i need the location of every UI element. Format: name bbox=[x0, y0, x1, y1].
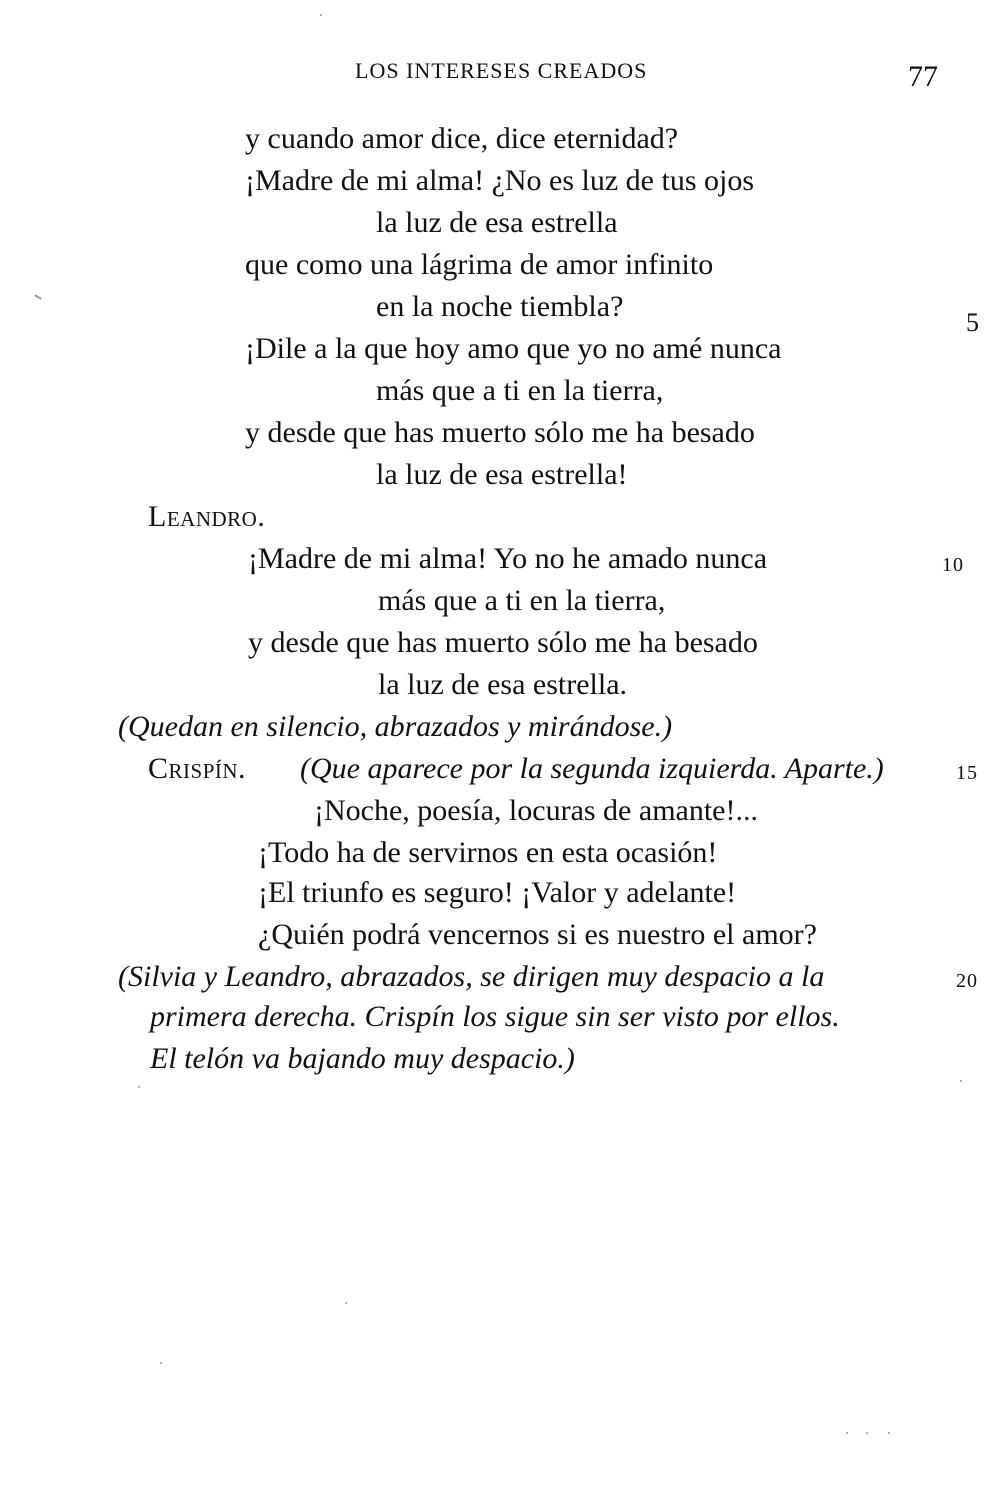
verse-line: ¡El triunfo es seguro! ¡Valor y adelante! bbox=[258, 876, 737, 909]
stage-direction: (Quedan en silencio, abrazados y mirándose.) bbox=[118, 710, 673, 743]
verse-line: ¿Quién podrá vencernos si es nuestro el amor? bbox=[258, 918, 817, 951]
verse-line: más que a ti en la tierra, bbox=[378, 584, 666, 617]
scan-speck bbox=[960, 1080, 962, 1082]
verse-line: la luz de esa estrella. bbox=[378, 668, 628, 701]
verse-line: ¡Todo ha de servirnos en esta ocasión! bbox=[258, 836, 718, 869]
line-number: 10 bbox=[942, 554, 964, 576]
speaker-name-crispin: Crispín. bbox=[148, 752, 247, 785]
scan-speck bbox=[160, 1362, 162, 1364]
verse-line: más que a ti en la tierra, bbox=[376, 374, 664, 407]
running-title: LOS INTERESES CREADOS bbox=[355, 58, 648, 83]
verse-line: ¡Noche, poesía, locuras de amante!... bbox=[314, 794, 758, 827]
stage-direction: El telón va bajando muy despacio.) bbox=[150, 1042, 575, 1075]
scan-speck bbox=[34, 294, 42, 300]
verse-line: y desde que has muerto sólo me ha besado bbox=[248, 626, 758, 659]
stage-direction: (Silvia y Leandro, abrazados, se dirigen muy despacio a la bbox=[118, 960, 825, 993]
scan-speck bbox=[846, 1432, 848, 1434]
verse-line: la luz de esa estrella bbox=[376, 206, 618, 239]
line-number: 15 bbox=[956, 762, 978, 784]
line-number: 20 bbox=[956, 970, 978, 992]
stage-direction: (Que aparece por la segunda izquierda. Aparte.) bbox=[300, 752, 884, 785]
scan-speck bbox=[345, 1302, 347, 1304]
verse-line: que como una lágrima de amor infinito bbox=[245, 248, 714, 281]
page-number: 77 bbox=[908, 60, 938, 93]
speaker-name-leandro: Leandro. bbox=[148, 500, 266, 533]
scan-speck bbox=[320, 14, 322, 16]
verse-line: en la noche tiembla? bbox=[376, 290, 624, 323]
scan-speck bbox=[138, 1086, 140, 1088]
line-number: 5 bbox=[966, 308, 980, 337]
verse-line: ¡Madre de mi alma! ¿No es luz de tus ojos bbox=[245, 164, 755, 197]
verse-line: ¡Madre de mi alma! Yo no he amado nunca bbox=[248, 542, 768, 575]
stage-direction: primera derecha. Crispín los sigue sin ser visto por ellos. bbox=[150, 1000, 840, 1033]
verse-line: y desde que has muerto sólo me ha besado bbox=[245, 416, 755, 449]
scan-speck bbox=[888, 1432, 890, 1434]
scan-speck bbox=[866, 1432, 868, 1434]
verse-line: la luz de esa estrella! bbox=[376, 458, 628, 491]
verse-line: y cuando amor dice, dice eternidad? bbox=[245, 122, 679, 155]
verse-line: ¡Dile a la que hoy amo que yo no amé nunca bbox=[245, 332, 782, 365]
